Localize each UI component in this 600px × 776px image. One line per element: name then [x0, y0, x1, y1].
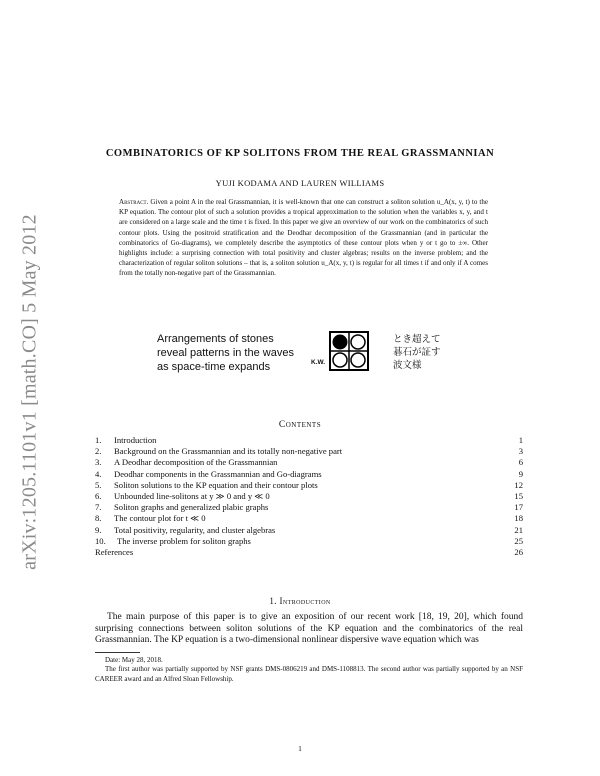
toc-page: 6: [518, 457, 523, 468]
toc-page: 12: [514, 479, 523, 490]
toc-number: 10.: [95, 535, 106, 546]
toc-number: 2.: [95, 446, 102, 457]
toc-page: 26: [514, 546, 523, 557]
toc-page: 21: [514, 524, 523, 535]
table-of-contents: [95, 435, 523, 558]
toc-entry-references[interactable]: [95, 547, 523, 558]
toc-title: Soliton graphs and generalized plabic graphs: [114, 502, 269, 513]
figure-english-poem: [157, 332, 294, 374]
toc-page: 3: [518, 446, 523, 457]
toc-title: The contour plot for t ≪ 0: [114, 513, 206, 524]
toc-page: 25: [514, 535, 523, 546]
toc-entry[interactable]: [95, 491, 523, 502]
abstract-label: Abstract.: [119, 198, 149, 206]
footnote-rule: [95, 652, 140, 653]
contents-heading: Contents: [278, 420, 322, 430]
section-heading: 1. Introduction: [269, 596, 331, 606]
toc-entry[interactable]: [95, 435, 523, 446]
toc-number: 7.: [95, 502, 102, 513]
toc-number: 5.: [95, 479, 102, 490]
abstract: [119, 197, 488, 279]
abstract-text: Given a point A in the real Grassmannian, it is well-known that one can construct a soliton solution u_A(x, y, t) to the KP equation. The contour plot of such a solution provides a tropical approximation to the solution when the variables x, y, and t are considered on a large scale and the time t is fixed. In this paper we give an overview of our work on the combinatorics of such contour plots. Using the positroid stratification and the Deodhar decomposition of the Grassmannian (and in particular the combinatorics of Go-diagrams), we completely describe the asymptotics of these contour plots when y or t go to ±∞. Other highlights include: a surprising connection with total positivity and cluster algebras; results on the inverse problem; and the characterization of regular soliton solutions – that is, a soliton solution u_A(x, y, t) is regular for all times t if and only if A comes from the totally non-negative part of the Grassmannian.: [119, 198, 489, 278]
toc-page: 1: [518, 435, 523, 445]
toc-entry[interactable]: [95, 513, 523, 524]
poem-line: reveal patterns in the waves: [157, 347, 294, 359]
toc-page: 9: [518, 468, 523, 479]
toc-entry[interactable]: [95, 480, 523, 491]
poem-line: 波文様: [393, 360, 422, 371]
funding-text: The first author was partially supported by NSF grants DMS-0806219 and DMS-1108813. The second author was partially supported by an NSF CAREER award and an Alfred Sloan Fellowship.: [95, 665, 523, 683]
poem-line: とき超えて: [393, 334, 441, 345]
toc-number: 8.: [95, 513, 102, 524]
toc-page: 17: [514, 502, 523, 513]
toc-page: 18: [514, 513, 523, 524]
footnote-text: [95, 665, 523, 684]
toc-title: Background on the Grassmannian and its totally non-negative part: [114, 446, 343, 457]
toc-title: The inverse problem for soliton graphs: [117, 535, 251, 546]
poem-line: as space-time expands: [157, 361, 271, 373]
figure-initials: K.W.: [311, 359, 326, 366]
poem-line: 碁石が証す: [393, 347, 441, 358]
paper-title: COMBINATORICS OF KP SOLITONS FROM THE REAL GRASSMANNIAN: [105, 148, 495, 159]
toc-page: 15: [514, 490, 523, 501]
toc-entry[interactable]: [95, 457, 523, 468]
toc-number: 6.: [95, 490, 102, 501]
toc-number: 4.: [95, 468, 102, 479]
toc-number: 3.: [95, 457, 102, 468]
poem-line: Arrangements of stones: [157, 333, 274, 345]
paper-authors: YUJI KODAMA AND LAUREN WILLIAMS: [215, 178, 385, 188]
toc-title: Deodhar components in the Grassmannian and Go-diagrams: [114, 468, 322, 479]
paragraph-text: The main purpose of this paper is to give an exposition of our recent work [18, 19, 20], which found surprising connections between soliton solutions of the KP equation and the combinatorics of the real Grassmannian. The KP equation is a two-dimensional nonlinear dispersive wave equation which was: [95, 612, 523, 646]
footnote: [95, 656, 523, 684]
toc-entry[interactable]: [95, 525, 523, 536]
arxiv-identifier: arXiv:1205.1101v1 [math.CO] 5 May 2012: [18, 214, 41, 570]
toc-title: Total positivity, regularity, and cluster algebras: [114, 524, 276, 535]
toc-title: A Deodhar decomposition of the Grassmannian: [114, 457, 278, 468]
toc-number: 9.: [95, 524, 102, 535]
footnote-date: Date: May 28, 2018.: [105, 656, 163, 664]
page-number: 1: [298, 744, 302, 753]
go-stones-logo: [329, 331, 369, 371]
toc-title: Soliton solutions to the KP equation and their contour plots: [114, 479, 318, 490]
section-body: [95, 612, 523, 647]
toc-entry[interactable]: [95, 469, 523, 480]
figure-japanese-poem: [393, 333, 441, 372]
toc-entry[interactable]: [95, 536, 523, 547]
toc-entry[interactable]: [95, 502, 523, 513]
toc-number: 1.: [95, 435, 102, 445]
toc-title: Unbounded line-solitons at y ≫ 0 and y ≪ 0: [114, 490, 270, 501]
toc-title: Introduction: [114, 435, 157, 445]
toc-entry[interactable]: [95, 446, 523, 457]
toc-title: References: [95, 546, 134, 557]
arxiv-stamp: [14, 196, 46, 588]
